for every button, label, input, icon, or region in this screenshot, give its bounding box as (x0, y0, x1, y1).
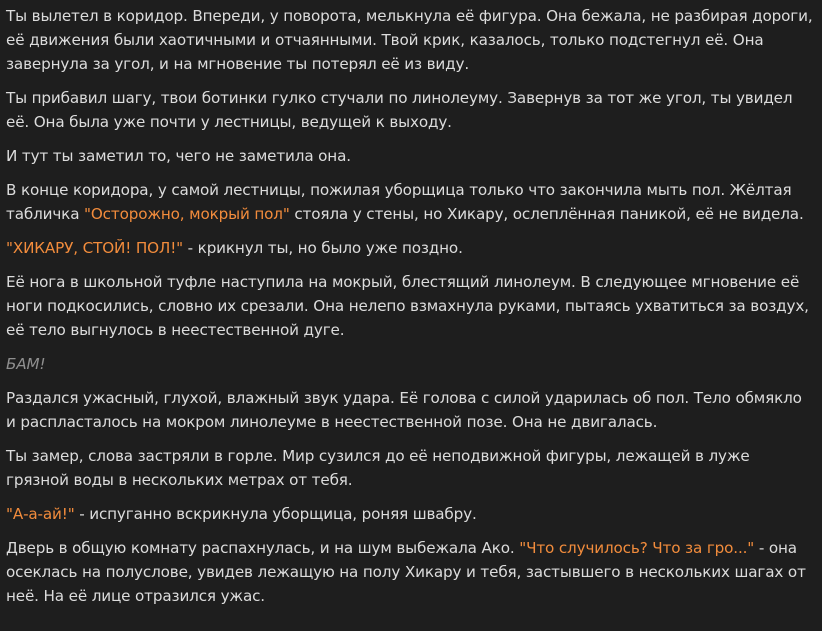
paragraph (6, 352, 816, 376)
paragraph (6, 502, 816, 526)
paragraph (6, 86, 816, 134)
dialogue-quote: "А-а-ай!" (6, 505, 75, 523)
paragraph (6, 444, 816, 492)
paragraph (6, 270, 816, 342)
paragraph (6, 4, 816, 76)
paragraph-text: Дверь в общую комнату распахнулась, и на шум выбежала Ако. (6, 539, 520, 557)
paragraph-text: Её нога в школьной туфле наступила на мокрый, блестящий линолеум. В следующее мгновение её ноги подкосились, словно их срезали. Она нелепо взмахнула руками, пытаясь ухватиться за воздух, её тело выгнулось в неестественной дуге. (6, 273, 809, 339)
paragraph-text: - она осеклась на полуслове, увидев лежащую на полу Хикару и тебя, застывшего в нескольких шагах от неё. На её лице отразился ужас. (6, 539, 806, 605)
dialogue-quote: "ХИКАРУ, СТОЙ! ПОЛ!" (6, 239, 183, 257)
paragraph (6, 536, 816, 608)
story-text (0, 4, 822, 631)
paragraph-text: Ты прибавил шагу, твои ботинки гулко стучали по линолеуму. Завернув за тот же угол, ты увидел её. Она была уже почти у лестницы, ведущей к выходу. (6, 89, 793, 131)
paragraph-text: - испуганно вскрикнула уборщица, роняя швабру. (74, 505, 477, 523)
dialogue-quote: "Осторожно, мокрый пол" (84, 205, 290, 223)
emphasis-text: БАМ! (6, 355, 46, 373)
paragraph-text: И тут ты заметил то, чего не заметила она. (6, 147, 351, 165)
paragraph-text: Ты вылетел в коридор. Впереди, у поворота, мелькнула её фигура. Она бежала, не разбирая дороги, её движения были хаотичными и отчаянными. Твой крик, казалось, только подстегнул её. Она завернула за угол, и на мгновение ты потерял её из виду. (6, 7, 813, 73)
paragraph-text: В конце коридора, у самой лестницы, пожилая уборщица только что закончила мыть пол. Жёлтая табличка (6, 181, 792, 223)
dialogue-quote: "Что случилось? Что за гро..." (519, 539, 755, 557)
paragraph (6, 144, 816, 168)
paragraph-text: стояла у стены, но Хикару, ослеплённая паникой, её не видела. (289, 205, 804, 223)
paragraph-text: Ты замер, слова застряли в горле. Мир сузился до её неподвижной фигуры, лежащей в луже грязной воды в нескольких метрах от тебя. (6, 447, 750, 489)
paragraph (6, 386, 816, 434)
paragraph (6, 178, 816, 226)
paragraph-text: Раздался ужасный, глухой, влажный звук удара. Её голова с силой ударилась об пол. Тело обмякло и распласталось на мокром линолеуме в неестественной позе. Она не двигалась. (6, 389, 802, 431)
paragraph (6, 236, 816, 260)
paragraph-text: - крикнул ты, но было уже поздно. (182, 239, 463, 257)
